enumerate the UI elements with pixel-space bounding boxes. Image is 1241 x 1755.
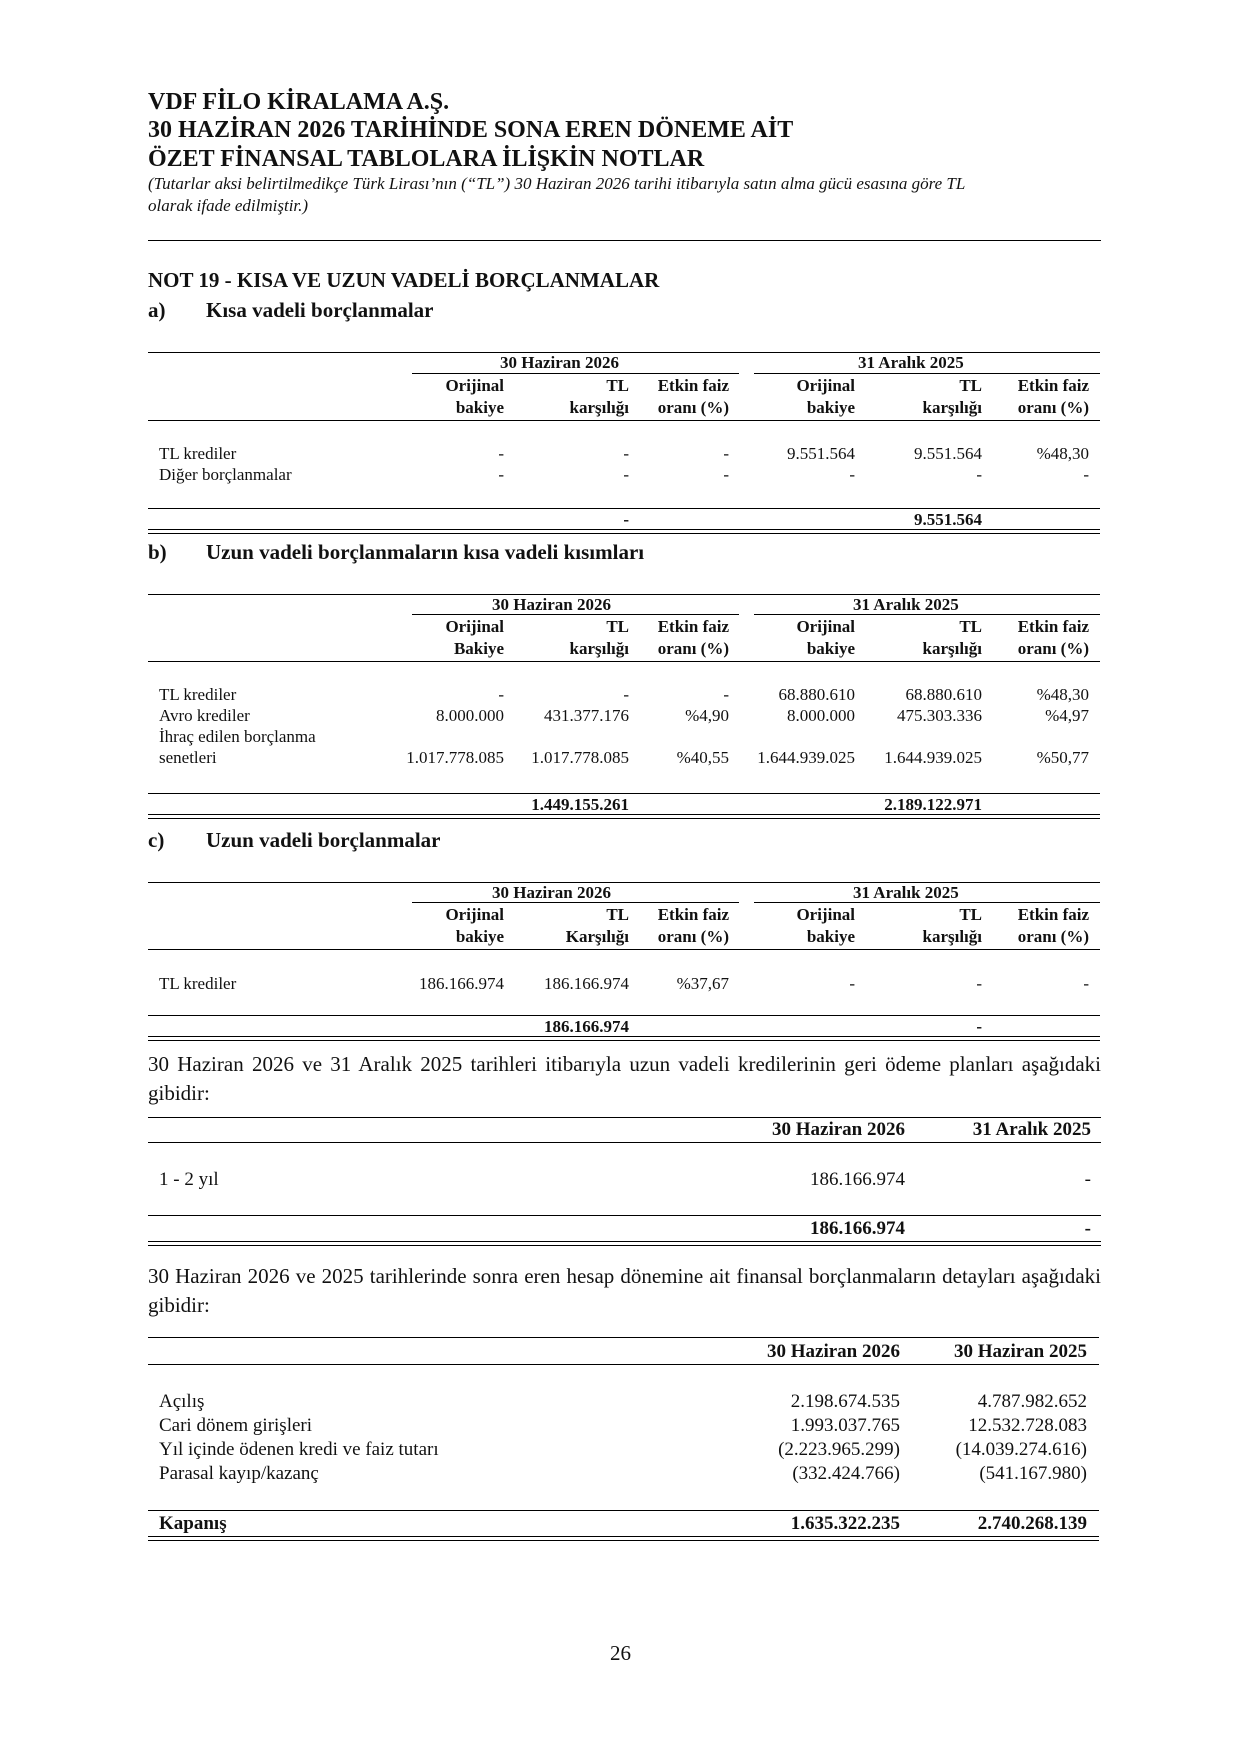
cell: 2.198.674.535 <box>790 1391 900 1412</box>
repayment-paragraph: 30 Haziran 2026 ve 31 Aralık 2025 tarihleri itibarıyla uzun vadeli kredilerinin geri ödeme planları aşağıdaki gibidir: <box>148 1052 1101 1105</box>
section-a-letter: a) <box>148 298 166 322</box>
cell: 186.166.974 <box>419 974 504 993</box>
col-header: bakiye <box>806 398 855 417</box>
cell: - <box>723 685 729 704</box>
col-header: Etkin faiz <box>657 376 729 395</box>
cell: %4,90 <box>685 706 729 725</box>
row-label: Cari dönem girişleri <box>159 1415 313 1436</box>
total-prior: - <box>1084 1218 1091 1239</box>
cell: %4,97 <box>1045 706 1089 725</box>
cell: - <box>498 685 504 704</box>
cell: 1.017.778.085 <box>406 748 504 767</box>
header-bottom-rule <box>148 661 1100 662</box>
period-header-current: 30 Haziran 2026 <box>492 595 611 614</box>
cell: (2.223.965.299) <box>778 1439 900 1460</box>
col-header: oranı (%) <box>657 639 729 658</box>
header-divider <box>148 240 1101 241</box>
total-double-rule <box>148 814 1100 819</box>
cell: - <box>723 465 729 484</box>
col-header: Etkin faiz <box>657 617 729 636</box>
movement-paragraph: 30 Haziran 2026 ve 2025 tarihlerinde sonra eren hesap dönemine ait finansal borçlanmaların detayları aşağıdaki gibidir: <box>148 1264 1101 1317</box>
closing-current: 1.635.322.235 <box>790 1513 900 1534</box>
col-header: TL <box>959 905 982 924</box>
cell: - <box>498 444 504 463</box>
period-header-prior: 31 Aralık 2025 <box>853 883 959 902</box>
cell: 431.377.176 <box>544 706 629 725</box>
col-header: karşılığı <box>569 639 629 658</box>
currency-note-line1: (Tutarlar aksi belirtilmedikçe Türk Lirası’nın (“TL”) 30 Haziran 2026 tarihi itibarıyla satın alma gücü esasına göre TL <box>148 174 966 193</box>
row-label: TL krediler <box>159 444 237 463</box>
row-label: Diğer borçlanmalar <box>159 465 292 484</box>
cell: - <box>976 974 982 993</box>
period-header-current: 30 Haziran 2026 <box>492 883 611 902</box>
page-number: 26 <box>610 1641 631 1665</box>
period-underline-current <box>412 902 739 903</box>
cell: 68.880.610 <box>778 685 855 704</box>
cell: 8.000.000 <box>436 706 504 725</box>
cell: %48,30 <box>1036 685 1089 704</box>
cell: 186.166.974 <box>810 1169 905 1190</box>
cell: - <box>623 444 629 463</box>
section-b-title: Uzun vadeli borçlanmaların kısa vadeli kısımları <box>206 540 645 564</box>
col-header: TL <box>606 617 629 636</box>
cell: - <box>1084 1169 1091 1190</box>
col-header: oranı (%) <box>1017 398 1089 417</box>
table-top-rule <box>148 1337 1099 1338</box>
total-current: 186.166.974 <box>544 1017 629 1036</box>
cell: - <box>849 974 855 993</box>
cell: 475.303.336 <box>897 706 982 725</box>
col-header: karşılığı <box>922 927 982 946</box>
cell: 1.993.037.765 <box>790 1415 900 1436</box>
col-header: TL <box>959 376 982 395</box>
note-title: NOT 19 - KISA VE UZUN VADELİ BORÇLANMALAR <box>148 268 660 292</box>
cell: 9.551.564 <box>914 444 982 463</box>
row-label: Avro krediler <box>159 706 250 725</box>
col-header-current: 30 Haziran 2026 <box>772 1119 905 1140</box>
cell: %37,67 <box>676 974 729 993</box>
cell: %48,30 <box>1036 444 1089 463</box>
cell: 68.880.610 <box>905 685 982 704</box>
cell: - <box>976 465 982 484</box>
total-current: - <box>623 510 629 529</box>
total-double-rule <box>148 529 1100 534</box>
cell: (541.167.980) <box>979 1463 1087 1484</box>
cell: (14.039.274.616) <box>955 1439 1087 1460</box>
col-header: Orijinal <box>796 617 855 636</box>
company-name: VDF FİLO KİRALAMA A.Ş. <box>148 89 450 115</box>
total-current: 1.449.155.261 <box>531 795 629 814</box>
cell: 4.787.982.652 <box>977 1391 1087 1412</box>
cell: 9.551.564 <box>787 444 855 463</box>
period-header-prior: 31 Aralık 2025 <box>853 595 959 614</box>
cell: - <box>623 465 629 484</box>
period-header-current: 30 Haziran 2026 <box>500 353 619 372</box>
section-c-title: Uzun vadeli borçlanmalar <box>206 828 441 852</box>
cell: - <box>1083 974 1089 993</box>
report-title: ÖZET FİNANSAL TABLOLARA İLİŞKİN NOTLAR <box>148 146 705 172</box>
cell: 1.644.939.025 <box>757 748 855 767</box>
total-prior: 9.551.564 <box>914 510 982 529</box>
col-header: bakiye <box>455 398 504 417</box>
total-top-rule <box>148 1510 1099 1511</box>
period-underline-prior <box>754 902 1100 903</box>
cell: - <box>623 685 629 704</box>
row-label: 1 - 2 yıl <box>159 1169 219 1190</box>
col-header: TL <box>959 617 982 636</box>
cell: - <box>849 465 855 484</box>
col-header: karşılığı <box>922 639 982 658</box>
row-label: TL krediler <box>159 685 237 704</box>
header-bottom-rule <box>148 1142 1101 1143</box>
header-bottom-rule <box>148 1364 1099 1365</box>
row-label: Parasal kayıp/kazanç <box>159 1463 319 1484</box>
period-underline-current <box>412 614 739 615</box>
closing-prior: 2.740.268.139 <box>977 1513 1087 1534</box>
col-header: Orijinal <box>796 376 855 395</box>
col-header: Bakiye <box>453 639 504 658</box>
row-label: TL krediler <box>159 974 237 993</box>
col-header: Karşılığı <box>565 927 629 946</box>
cell: - <box>1083 465 1089 484</box>
cell: - <box>498 465 504 484</box>
currency-note-line2: olarak ifade edilmiştir.) <box>148 196 309 215</box>
col-header: Orijinal <box>445 905 504 924</box>
header-bottom-rule <box>148 949 1100 950</box>
cell: %50,77 <box>1036 748 1089 767</box>
period-underline-current <box>412 373 739 374</box>
col-header-current: 30 Haziran 2026 <box>767 1341 900 1362</box>
section-c-letter: c) <box>148 828 165 852</box>
report-period: 30 HAZİRAN 2026 TARİHİNDE SONA EREN DÖNEME AİT <box>148 117 794 143</box>
period-underline-prior <box>754 373 1100 374</box>
cell: (332.424.766) <box>792 1463 900 1484</box>
col-header: karşılığı <box>922 398 982 417</box>
total-prior: - <box>976 1017 982 1036</box>
cell: 1.017.778.085 <box>531 748 629 767</box>
row-label: Yıl içinde ödenen kredi ve faiz tutarı <box>159 1439 439 1460</box>
total-current: 186.166.974 <box>810 1218 905 1239</box>
col-header: oranı (%) <box>657 398 729 417</box>
cell: %40,55 <box>676 748 729 767</box>
col-header: Orijinal <box>796 905 855 924</box>
cell: - <box>723 444 729 463</box>
col-header: karşılığı <box>569 398 629 417</box>
col-header: oranı (%) <box>1017 927 1089 946</box>
total-prior: 2.189.122.971 <box>884 795 982 814</box>
col-header: Orijinal <box>445 376 504 395</box>
header-bottom-rule <box>148 420 1100 421</box>
col-header-prior: 31 Aralık 2025 <box>972 1119 1091 1140</box>
col-header: oranı (%) <box>657 927 729 946</box>
row-label: senetleri <box>159 748 217 767</box>
col-header: Etkin faiz <box>1017 376 1089 395</box>
cell: 186.166.974 <box>544 974 629 993</box>
cell: 1.644.939.025 <box>884 748 982 767</box>
total-double-rule <box>148 1536 1099 1541</box>
col-header: bakiye <box>806 639 855 658</box>
cell: 12.532.728.083 <box>968 1415 1087 1436</box>
col-header: bakiye <box>455 927 504 946</box>
col-header: Etkin faiz <box>1017 905 1089 924</box>
row-label: İhraç edilen borçlanma <box>159 727 316 746</box>
row-label: Açılış <box>159 1391 205 1412</box>
col-header: Orijinal <box>445 617 504 636</box>
col-header: oranı (%) <box>1017 639 1089 658</box>
col-header: Etkin faiz <box>657 905 729 924</box>
table-top-rule <box>148 1117 1101 1118</box>
section-a-title: Kısa vadeli borçlanmalar <box>206 298 434 322</box>
period-underline-prior <box>754 614 1100 615</box>
section-b-letter: b) <box>148 540 167 564</box>
total-top-rule <box>148 1215 1101 1216</box>
col-header: TL <box>606 376 629 395</box>
cell: 8.000.000 <box>787 706 855 725</box>
col-header: bakiye <box>806 927 855 946</box>
period-header-prior: 31 Aralık 2025 <box>858 353 964 372</box>
col-header: TL <box>606 905 629 924</box>
col-header: Etkin faiz <box>1017 617 1089 636</box>
total-double-rule <box>148 1036 1100 1041</box>
col-header-prior: 30 Haziran 2025 <box>954 1341 1087 1362</box>
total-double-rule <box>148 1241 1101 1246</box>
closing-label: Kapanış <box>159 1513 227 1534</box>
